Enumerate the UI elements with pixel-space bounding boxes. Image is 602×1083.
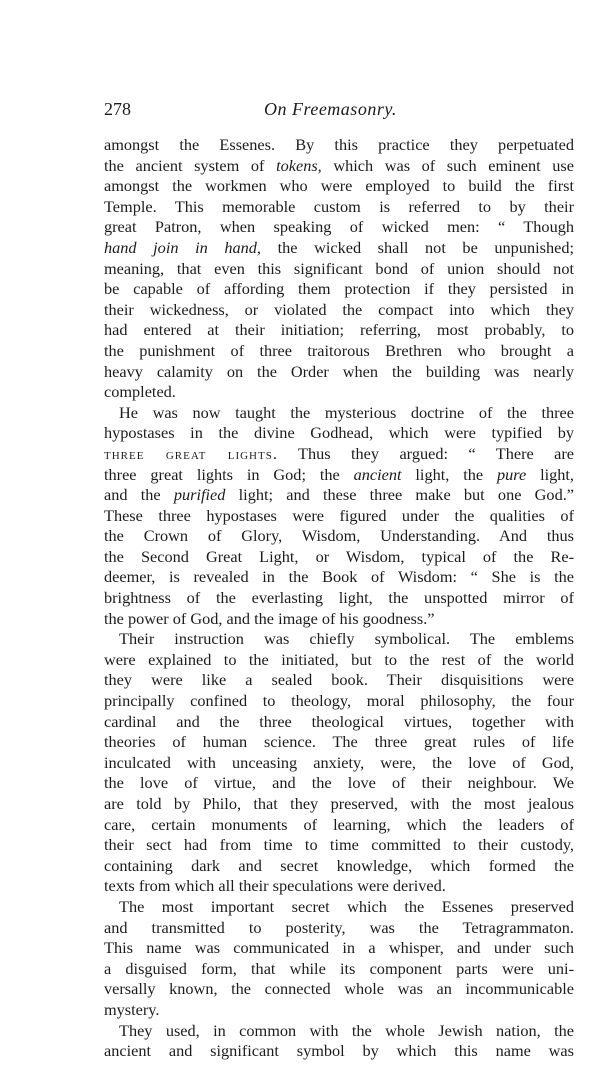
text-run: inculcated with unceasing anxiety, were, the love of God, [104,752,574,772]
text-run: Their instruction was chiefly symbolical. The emblems [119,629,574,649]
text-run: the wicked shall not be unpunished; [260,237,574,257]
text-line [104,1000,574,1021]
text-line [104,753,574,774]
text-line [104,876,574,897]
text-run: ancient and significant symbol by which this name was [104,1041,574,1061]
text-line [104,547,574,568]
text-line [104,732,574,753]
text-line [104,382,574,403]
text-run: the love of virtue, and the love of their neighbour. We [104,773,574,793]
italic-text-run: hand join in hand, [104,237,261,257]
italic-text-run: ancient [353,464,402,484]
text-line [104,835,574,856]
text-run: The most important secret which the Essenes preserved [119,896,574,916]
text-run: amongst the workmen who were employed to build the first [104,176,574,196]
text-line [104,135,574,156]
body-text [104,135,574,1062]
text-line [104,773,574,794]
text-line [104,238,574,259]
text-run: they were like a sealed book. Their disquisitions were [104,670,574,690]
text-run: These three hypostases were figured under the qualities of [104,505,574,525]
text-run: and the [104,485,174,505]
text-line [104,465,574,486]
text-line [104,567,574,588]
text-line [104,588,574,609]
text-line [104,1041,574,1062]
text-run: meaning, that even this significant bond of union should not [104,258,574,278]
text-line [104,320,574,341]
text-line [104,485,574,506]
text-run: light, [526,464,574,484]
text-run: had entered at their initiation; referring, most probably, to [104,320,574,340]
text-run: which was of such eminent use [321,155,574,175]
text-line [104,712,574,733]
text-run: Temple. This memorable custom is referred to by their [104,196,574,216]
text-line [104,794,574,815]
text-line [104,423,574,444]
text-run: their sect had from time to time committed to their custody, [104,835,574,855]
text-run: This name was communicated in a whisper, and under such [104,938,574,958]
text-line [104,979,574,1000]
text-line [104,938,574,959]
text-line [104,444,574,465]
italic-text-run: tokens, [276,155,322,175]
text-run: are told by Philo, that they preserved, with the most jealous [104,794,574,813]
text-line [104,156,574,177]
text-line [104,609,574,630]
text-line [104,300,574,321]
text-run: containing dark and secret knowledge, which formed the [104,855,574,875]
text-run: care, certain monuments of learning, which the leaders of [104,814,574,834]
text-line [104,959,574,980]
text-run: the Crown of Glory, Wisdom, Understanding. And thus [104,526,574,546]
text-run: theories of human science. The three great rules of life [104,732,574,752]
text-run: versally known, the connected whole was an incommunicable [104,979,574,999]
text-run: a disguised form, that while its component parts were uni- [104,958,574,978]
text-line [104,526,574,547]
text-run: three great lights in God; the [104,464,354,484]
text-line [104,362,574,383]
text-run: the Second Great Light, or Wisdom, typical of the Re- [104,546,574,566]
text-run: heavy calamity on the Order when the building was nearly [104,361,574,381]
text-line [104,176,574,197]
text-line [104,217,574,238]
text-line [104,691,574,712]
text-line [104,1021,574,1042]
text-run: principally confined to theology, moral philosophy, the four [104,691,574,711]
text-line [104,670,574,691]
text-line [104,918,574,939]
text-run: great Patron, when speaking of wicked men: “ Though [104,217,574,237]
italic-text-run: purified [173,485,226,505]
text-line [104,197,574,218]
text-run: texts from which all their speculations were derived. [104,876,446,896]
text-run: be capable of affording them protection if they persisted in [104,279,574,299]
running-title: On Freemasonry. [264,99,397,119]
text-run: their wickedness, or violated the compact into which they [104,299,574,319]
text-run: They used, in common with the whole Jewish nation, the [119,1020,574,1040]
text-run: deemer, is revealed in the Book of Wisdom: “ She is the [104,567,574,587]
page-header [104,99,574,127]
page-number: 278 [104,99,131,119]
text-run: He was now taught the mysterious doctrine of the three [119,402,574,422]
text-line [104,506,574,527]
text-line [104,629,574,650]
text-run: brightness of the everlasting light, the unspotted mirror of [104,588,574,608]
text-run: completed. [104,382,176,402]
text-run: mystery. [104,999,160,1019]
text-run: and transmitted to posterity, was the Tetragrammaton. [104,917,574,937]
text-line [104,279,574,300]
text-run: hypostases in the divine Godhead, which were typified by [104,423,574,443]
text-run: the power of God, and the image of his goodness.” [104,608,435,628]
text-line [104,897,574,918]
italic-text-run: pure [496,464,527,484]
text-line [104,815,574,836]
text-line [104,341,574,362]
text-run: the ancient system of [104,155,277,175]
text-run: Thus they argued: “ There are [277,443,574,463]
text-line [104,259,574,280]
text-line [104,650,574,671]
text-line [104,403,574,424]
text-run: light, the [401,464,497,484]
text-line [104,856,574,877]
smallcaps-text-run: three great lights. [104,443,278,463]
text-run: cardinal and the three theological virtues, together with [104,711,574,731]
text-run: the punishment of three traitorous Brethren who brought a [104,340,574,360]
text-run: light; and these three make but one God.” [225,485,574,505]
text-run: were explained to the initiated, but to the rest of the world [104,649,574,669]
text-run: amongst the Essenes. By this practice they perpetuated [104,135,574,154]
